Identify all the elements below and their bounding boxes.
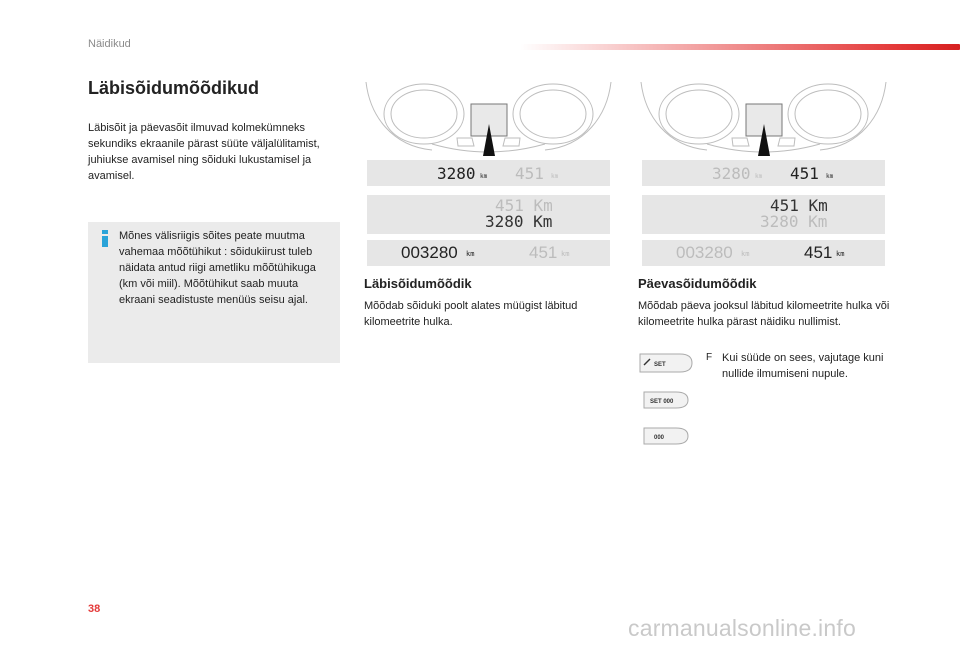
mid-total-value: 3280 Km bbox=[485, 212, 553, 231]
trip-display-mid bbox=[642, 195, 885, 234]
000-label: 000 bbox=[654, 435, 665, 441]
odometer-text: Mõõdab sõiduki poolt alates müügist läbitud kilomeetrite hulka. bbox=[364, 300, 578, 328]
set-button-step bbox=[638, 352, 694, 379]
stalk-button-set-icon bbox=[638, 352, 694, 374]
page-number: 38 bbox=[88, 603, 101, 615]
intro-paragraph: Läbisõit ja päevasõit ilmuvad kolmekümneks sekundiks ekraanile pärast süüte väljalülitamist, juhiukse avamisel ning sõiduki lukustamisel ja avamisel. bbox=[88, 122, 320, 182]
big-trip-value: 451 bbox=[804, 243, 833, 262]
instruction-bullet: F bbox=[706, 352, 713, 363]
trip-text: Mõõdab päeva jooksul läbitud kilomeetrite hulka või kilomeetrite hulka pärast näidiku nullimist. bbox=[638, 300, 890, 328]
page-title: Läbisõidumõõdikud bbox=[88, 78, 259, 98]
odometer-display-big bbox=[367, 240, 610, 266]
info-icon bbox=[102, 230, 108, 246]
big-total-unit: km bbox=[466, 250, 475, 258]
small-trip-value: 451 bbox=[790, 164, 819, 183]
000-button-step bbox=[642, 426, 690, 451]
odometer-display-mid bbox=[367, 195, 610, 234]
big-trip-value: 451 bbox=[529, 243, 558, 262]
trip-display-big bbox=[642, 240, 885, 266]
reset-instruction: Kui süüde on sees, vajutage kuni nullide ilmumiseni nupule. bbox=[722, 352, 884, 380]
stalk-button-000-icon bbox=[642, 426, 690, 446]
trip-display-small bbox=[642, 160, 885, 186]
small-total-unit: km bbox=[480, 173, 488, 180]
set-000-label: SET 000 bbox=[650, 399, 674, 405]
small-total-unit: km bbox=[755, 173, 763, 180]
trip-title: Päevasõidumõõdik bbox=[638, 276, 757, 291]
small-trip-unit: km bbox=[551, 173, 559, 180]
mid-trip-value: 451 Km bbox=[770, 196, 828, 215]
header-accent-bar bbox=[520, 44, 960, 50]
info-note-box bbox=[88, 222, 340, 363]
cluster-outline-icon bbox=[637, 76, 890, 158]
trip-cluster-illustration bbox=[637, 76, 890, 158]
small-total-value: 3280 bbox=[437, 164, 476, 183]
set-label: SET bbox=[654, 362, 666, 368]
set-000-button-step bbox=[642, 390, 690, 415]
big-total-unit: km bbox=[741, 250, 750, 258]
odometer-display-small bbox=[367, 160, 610, 186]
cluster-outline-icon bbox=[362, 76, 615, 158]
info-note-text: Mõnes välisriigis sõites peate muutma vahemaa mõõtühikut : sõidukiirust tuleb näidata antud riigi ametliku mõõtühikuga (km või miil). Mõõtühikut saab muuta ekraani seadistuste menüüs seisu ajal. bbox=[119, 230, 316, 306]
stalk-button-set-000-icon bbox=[642, 390, 690, 410]
big-total-value: 003280 bbox=[676, 243, 733, 262]
odometer-title: Läbisõidumõõdik bbox=[364, 276, 472, 291]
big-trip-unit: km bbox=[836, 250, 845, 258]
big-total-value: 003280 bbox=[401, 243, 458, 262]
watermark: carmanualsonline.info bbox=[628, 615, 856, 641]
big-trip-unit: km bbox=[561, 250, 570, 258]
mid-trip-value: 451 Km bbox=[495, 196, 553, 215]
small-trip-unit: km bbox=[826, 173, 834, 180]
small-total-value: 3280 bbox=[712, 164, 751, 183]
odometer-cluster-illustration bbox=[362, 76, 615, 158]
small-trip-value: 451 bbox=[515, 164, 544, 183]
section-label: Näidikud bbox=[88, 38, 131, 50]
mid-total-value: 3280 Km bbox=[760, 212, 828, 231]
